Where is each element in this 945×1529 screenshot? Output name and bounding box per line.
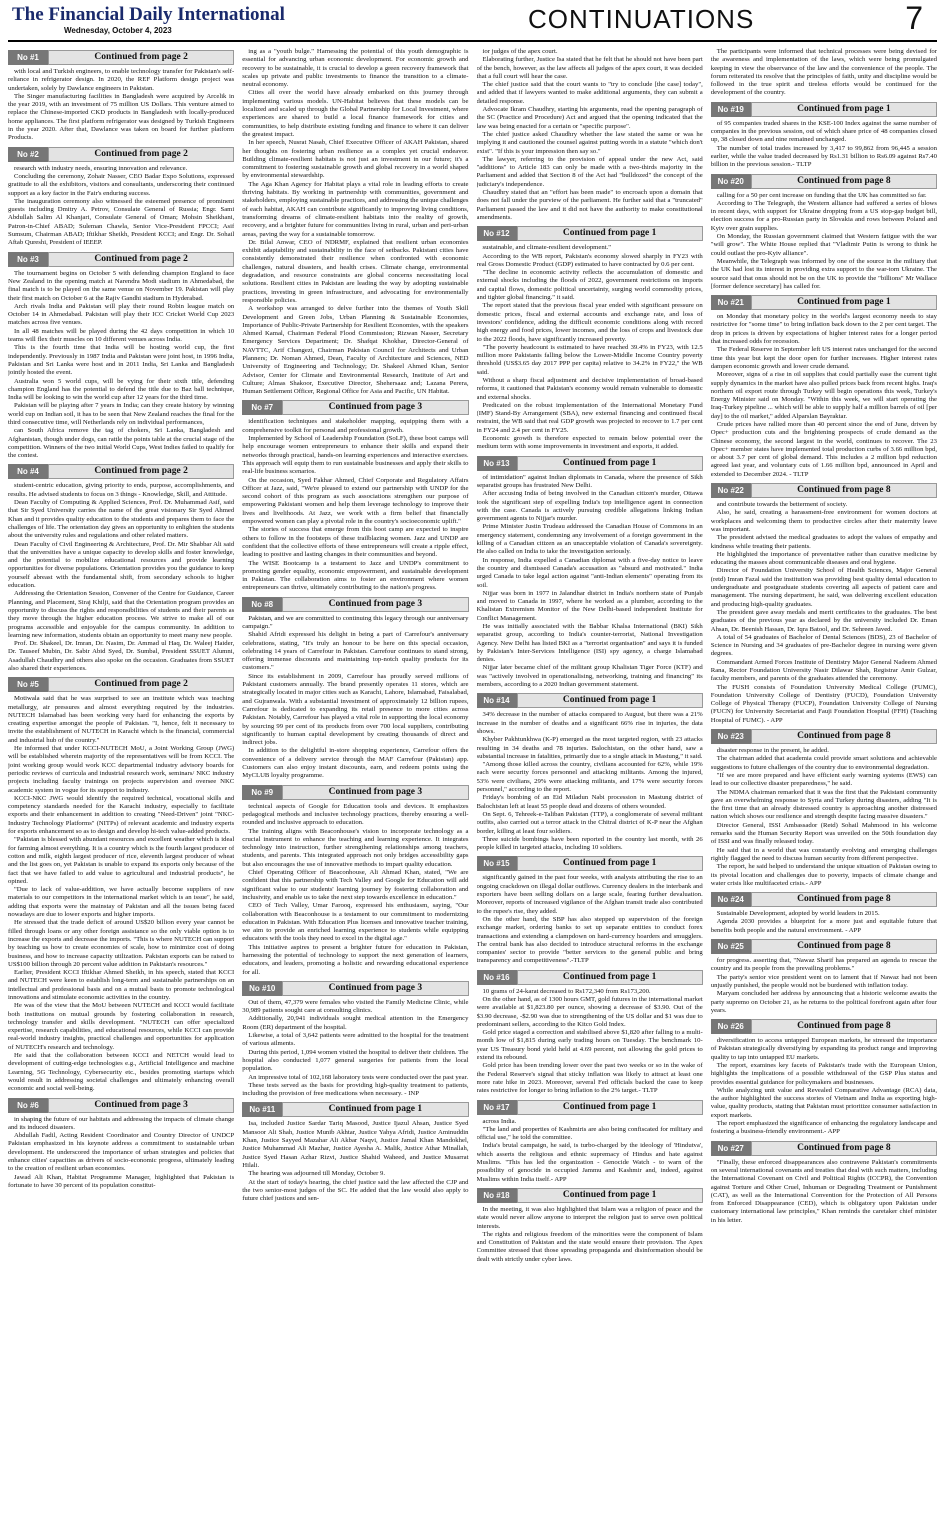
paragraph: on Monday that monetary policy in the world's largest economy needs to stay restrictive for "some time" to bring inflation back down to the 2 per cent target. The drop in prices is driven by expectations of higher interest rates for a longer period that increased odds for recession. bbox=[710, 313, 937, 346]
continuation-body bbox=[711, 501, 937, 725]
continuation-block bbox=[242, 597, 468, 781]
continuation-block bbox=[477, 456, 703, 690]
paragraph: with local and Turkish engineers, to enable technology transfer for Pakistan's self-reliance in refrigerator design. In 2020, the REF Platform design project was undertaken, solely by Dawlance engineers in Pakistan. bbox=[8, 68, 235, 92]
continuation-header bbox=[711, 939, 937, 954]
continuation-block bbox=[8, 147, 234, 248]
column-1 bbox=[8, 48, 234, 1525]
continuation-body bbox=[477, 988, 703, 1096]
paragraph: KCCI-NKC JWG would identify the required technical, vocational skills and competency standards needed for the Karachi industry, especially to facilitate exports and their enhancement in addition to creating "Need-Driven" joint "NKC-Industry Technology Platforms" (NITPs) of relevant academic and industry experts for exports enhancement so as to design and develop hi-tech value-added products. bbox=[8, 794, 235, 836]
paragraph: Addressing the Orientation Session, Convener of the Centre for Guidance, Career Planning, and Placement, Siraj Khilji, said that the Orientation program provides an opportunity to discuss the rights and responsibilities of students and their parents as they move through the higher education process. We strive to make all of our programs accessible and enjoyable for the campus community. In addition to learning new information, students obtain an opportunity to meet many new people. bbox=[8, 590, 235, 639]
paragraph: Motiwala said that he was surprised to see an institute which was teaching metallurgy, air pressures and almost everything required by the industries. NUTECH Islamabad has been working very hard for enhancing the exports by creating expertise amongst the people of Pakistan. "I, hence, felt it necessary to invite the establishment of NUTECH in Karachi which is the financial, commercial and industrial hub of the country." bbox=[8, 695, 235, 744]
continuation-block bbox=[711, 939, 937, 1015]
continued-from-label: Continued from page 1 bbox=[751, 102, 937, 117]
continuation-header bbox=[242, 1102, 468, 1117]
continuation-body bbox=[711, 120, 937, 170]
paragraph: Likewise, a total of 3,642 patients were admitted to the hospital for the treatment of various ailments. bbox=[242, 1032, 469, 1048]
paragraph: Director General, ISSI Ambassador (Retd) Sohail Mahmood in his welcome remarks said the Human Security Report was unveiled on the 50th foundation day of ISSI and was finally released today. bbox=[710, 821, 937, 846]
paragraph: Implemented by School of Leadership Foundation (SoLF), these boot camps will help encourage women entrepreneurs to enhance their skills and expand their networks through practical, hands-on learning experiences and interactive exercises. This approach will equip them to run sustainable businesses and apply their skills to real-life business scenarios. bbox=[242, 435, 469, 476]
page-number: 7 bbox=[905, 0, 923, 36]
paragraph: Out of them, 47,379 were females who visited the Family Medicine Clinic, while 30,989 patients sought care at consulting clinics. bbox=[242, 998, 469, 1015]
continuation-header bbox=[242, 597, 468, 612]
continuation-block bbox=[711, 174, 937, 292]
paragraph: technical aspects of Google for Education tools and devices. It emphasizes pedagogical methods and inclusive technology practices, thereby ensuring a well-rounded and inclusive approach to education. bbox=[242, 802, 469, 827]
continuation-body bbox=[477, 874, 703, 965]
continuation-block bbox=[242, 1102, 468, 1203]
continuation-body bbox=[711, 747, 937, 888]
continuation-block bbox=[477, 1100, 703, 1184]
continuation-body bbox=[477, 711, 703, 852]
paragraph: in shaping the future of our habitats and addressing the impacts of climate change and its induced disasters. bbox=[8, 1115, 235, 1131]
paragraph: The FUSH consists of Foundation University Medical College (FUMC), Foundation University College of Dentistry (FUCD), Foundation University College of Physical Therapy (FUCP), Foundation University College of Nursing (FUCN) for University Secretariat and Fauji Foundation Hospital (FFH) (Teaching Hospital of FUMC). - APP bbox=[710, 683, 937, 724]
continuation-body bbox=[477, 48, 703, 222]
paper-name: The Financial Daily International bbox=[12, 4, 285, 25]
continuation-block bbox=[242, 785, 468, 977]
paragraph: Director of Foundation University School of Health Sciences, Major General (retd) Imran Fazal said the institution was providing best quality dental education to undergraduate and postgraduate students covering all aspects of patient care and management. The nursing department, he said, was delivering excellent education and producing high-quality graduates. bbox=[710, 567, 937, 608]
continuation-body bbox=[8, 165, 234, 248]
continuation-body bbox=[711, 48, 937, 98]
continued-from-label: Continued from page 1 bbox=[751, 295, 937, 310]
continuation-block bbox=[8, 464, 234, 673]
continuation-block bbox=[242, 981, 468, 1099]
paragraph: Commandant Armed Forces Institute of Dentistry Major General Nadeem Ahmed Rana, Rector Foundation University Nasir Dilawar Shah, Registrar Amir Gulzar, faculty members, and parents of the graduates attended the ceremony. bbox=[710, 658, 937, 683]
continuation-header bbox=[477, 1188, 703, 1203]
continuation-block bbox=[477, 48, 703, 222]
paragraph: The president gave away medals and merit certificates to the graduates. The best graduates of the previous year as declared by the university included Dr. Eman Ahsan, Dr. Beenish Hassan, Dr. Iqra Batool, and Dr. Sehreen Javed. bbox=[710, 608, 937, 633]
paragraph: The report emphasized the significance of enhancing the regulatory landscape and fostering a business-friendly environment.- APP bbox=[710, 1120, 937, 1136]
continuation-header bbox=[711, 1141, 937, 1156]
paragraph: Dean Faculty of Computing & Applied Sciences, Prof. Dr. Muhammad Asif, said that Sir Syed University carries the name of the great visionary Sir Syed Ahmed Khan and it provides quality education to the students and prepares them to face the challenges of life. The orientation day gives an opportunity to enlighten the students about the university rules and regulations and other related matters. bbox=[8, 499, 235, 540]
continuation-body bbox=[477, 1118, 703, 1184]
paragraph: A workshop was arranged to delve further into the themes of Youth Skill Development and Green Jobs, Urban Planning & Sustainable Economies, Importance of Public-Private Partnership for Resilient Economies, with the speakers Ahmed Kamal, Chairman Federal Flood Commission; Rizwan Nasser, Secretary Emergency Services Department; Dr. Shafqat Khokhar, Director-General of NAVTTC, Arif Changezi, Chairman Pakistan Council for Architects and Urban Planners; Dr. Noman Ahmed, Dean, Faculty of Architecture and Sciences, NED University of Engineering and Technology; Dr. Shakeel Ahmed Khan, Senior Advisor, Center for Climate and Environmental Research, Institute of Art and Culture; Almas Shakoor, Executive Director, Shehersaaz and; Lazanа Perera, Human Settlement Officer, Regional Office for Asia and Pacific, UN Habitat. bbox=[242, 305, 469, 396]
continued-from-label: Continued from page 8 bbox=[751, 174, 937, 189]
continuation-block bbox=[477, 1188, 703, 1264]
continued-from-label: Continued from page 8 bbox=[751, 1019, 937, 1034]
continuation-body bbox=[477, 474, 703, 690]
paragraph: Elaborating further, Justice Isa stated that he felt that he should not have been part of the bench, however, as the law affects all judges of the apex court, it was decided that a full court will hear the case. bbox=[476, 56, 703, 80]
paragraph: Gold price has been trending lower over the past two weeks or so in the wake of the Federal Reserve's signal that sticky inflation was likely to attract at least one more rate hike in 2023. Moreover, several Fed officials backed the case to keep rates restrictive for longer to bring inflation to the 2% target.- TLTP bbox=[476, 1062, 703, 1095]
paragraph: The inauguration ceremony also witnessed the esteemed presence of prominent guests including Dmitry A. Petrov, Consulate General of Russia; Engr. Sami Abdullah Salim Al Khanjari, Consulate General of Oman; Mohsin Sheikhani, Patron-in-Chief ABAD; Suleman Chawla, Senior Vice-President FPCCI; Asif Sumsum, Chairman ABAD; Iftikhar Sheikh, President KCCI; and Engr. Dr. Sohail Aftab Qureshi, President of IEEEP. bbox=[8, 197, 235, 247]
continued-from-label: Continued from page 3 bbox=[282, 400, 468, 415]
paragraph: Khyber Pakhtunkhwa (K-P) emerged as the most targeted region, with 23 attacks resulting in 34 deaths and 78 injuries. Balochistan, on the other hand, saw a substantial increase in fatalities, primarily due to a single attack in Mastung," it said. bbox=[476, 736, 703, 760]
continuation-number: No #23 bbox=[711, 729, 751, 744]
continuation-block bbox=[711, 892, 937, 935]
paragraph: Pakistan will be playing after 7 years in India; can they create history by winning world cup on Indian soil, it has to be seen that New Zealand reaches the final for the third consecutive time, will Netherlands rely on individual performances, bbox=[8, 402, 235, 426]
paragraph: for progress. asserting that, "Nawaz Sharif has prepared an agenda to rescue the country and its people from the prevailing problems." bbox=[710, 957, 937, 973]
paragraph: In response, India expelled a Canadian diplomat with a five-day notice to leave the country and dismissed Canada's accusation as "absurd and motivated." India urged Canada to take legal action against "anti-Indian elements" operating from its soil. bbox=[476, 556, 703, 589]
paragraph: Dr. Bilal Anwar, CEO of NDRMF, explained that resilient urban economies exhibit adaptability and sustainability in the face of setbacks. Pakistani cities have consistently demonstrated their resilience when confronted with economic challenges, natural disasters, and health crises. Climate change, environmental degradation, and resource constraints are global concerns necessitating local solutions. Resilient cities in Pakistan are leading the way by adopting sustainable practices, investing in green infrastructure, and advocating for environmentally responsible policies. bbox=[242, 238, 469, 304]
paragraph: After accusing India of being involved in the Canadian citizen's murder, Ottawa took the significant step of expelling India's top intelligence agent in connection with the case. Canada is actively pursuing credible allegations linking Indian government agents to Nijjar's murder. bbox=[476, 490, 703, 523]
continuation-block bbox=[711, 483, 937, 725]
continuation-header bbox=[711, 174, 937, 189]
paragraph: disaster response in the present, he added. bbox=[716, 747, 829, 755]
continuation-header bbox=[8, 252, 234, 267]
paragraph: student-centric education, giving priority to ends, purpose, accomplishments, and results. He advised students to focus on 3 things - Knowledge, Skill, and Attitude. bbox=[8, 482, 235, 498]
continued-from-label: Continued from page 8 bbox=[751, 729, 937, 744]
paragraph: The report stated that the previous fiscal year ended with significant pressure on domestic prices, fiscal and external accounts and exchange rate, and loss of investors' confidence, adding the difficult economic conditions along with record high energy and food prices, lower incomes, and the loss of crops and livestock due to the 2022 floods, have significantly increased poverty. bbox=[476, 302, 703, 343]
paragraph: According to The Telegraph, the Western alliance had suffered a series of blows in recent days, with support for Ukraine dropping from a US stop-gap budget bill, election success for a pro-Russian party in Slovakia and rows between Poland and Kyiv over grain supplies. bbox=[710, 199, 937, 232]
continued-from-label: Continued from page 8 bbox=[751, 939, 937, 954]
paragraph: He stressed that the trade deficit of around US$20 billion every year cannot be filled through loans or any other foreign assistance so the only viable option is to increase the exports and decrease the imports. "This is where NUTECH can support by teaching us how to create economies of scale, how to minimize cost of doing business, and how to increase capacity utilization. Pakistan exports can be raised to US$100 billion through 20 percent value addition in Pakistan's resources." bbox=[8, 919, 235, 968]
continuation-block bbox=[477, 693, 703, 852]
paragraph: Isa, included Justice Sardar Tariq Masood, Justice Ijazul Ahsan, Justice Syed Mansoor Ali Shah, Justice Munib Akhtar, Justice Yahya Afridi, Justice Aminuddin Khan, Justice Sayyed Mazahar Ali Akbar Naqvi, Justice Jamal Khan Mandokhel, Justice Muhammad Ali Mazhar, Justice Ayesha A. Malik, Justice Athar Minallah, Justice Syed Hasan Azhar Rizvi, Justice Shahid Waheed, and Justice Musarrat Hilali. bbox=[242, 1120, 469, 1169]
paragraph: Australia won 5 world cups, will be vying for their sixth title, defending champion England has the potential to defend the title due to Baz ball technique, India will be looking to win the world cup after 12 years for the third time. bbox=[8, 377, 235, 402]
continuation-body bbox=[711, 957, 937, 1015]
continuation-number: No #13 bbox=[477, 456, 517, 471]
paragraph: ing as a "youth bulge." Harnessing the potential of this youth demographic is essential for advancing urban economic development. For economic growth and recovery to be sustainable, it is crucial to develop a green recovery framework that scales up private and public investments to finance the transition to a climate-neutral economy. bbox=[242, 48, 469, 89]
continuation-number: No #16 bbox=[477, 970, 517, 985]
paragraph: The number of total trades increased by 3,417 to 99,862 from 96,445 a session earlier, while the value traded decreased by Rs1.31 billion to Rs6.09 against Rs7.40 billion in the previous session.- TLTP bbox=[710, 144, 937, 169]
paragraph: significantly gained in the past four weeks, with analysts attributing the rise to an ongoing crackdown on illegal dollar outflows. Currency dealers in the interbank and exporters have been selling dollars on a large scale, fearing further devaluation. Moreover, reports of increased vigilance of the Afghan transit trade also contributed to the rupee's rise, they added. bbox=[476, 874, 703, 915]
paragraph: This initiative aspires to present a brighter future for education in Pakistan, harnessing the potential of technology to support the next generation of learners, educators, and leaders, promoting a holistic and rewarding educational experience for all. bbox=[242, 943, 469, 976]
continuation-header bbox=[477, 856, 703, 871]
continuation-body bbox=[8, 1116, 234, 1191]
paragraph: This is the fourth time that India will be hosting world cup, the first independently. Previously in 1987 India and Pakistan were joint host, in 1996 India, Pakistan and Sri Lanka were host and in 2011 India, Sri Lanka and Bangladesh jointly hosted the event. bbox=[8, 344, 235, 377]
continuation-body bbox=[8, 270, 234, 461]
continued-from-label: Continued from page 8 bbox=[751, 892, 937, 907]
continuation-number: No #1 bbox=[8, 50, 48, 65]
continuation-body bbox=[242, 615, 468, 781]
continued-from-label: Continued from page 1 bbox=[517, 1188, 703, 1203]
continuation-number: No #10 bbox=[242, 981, 282, 996]
continued-from-label: Continued from page 3 bbox=[282, 597, 468, 612]
paragraph: He was of the view that the MoU between NUTECH and KCCI would facilitate both institutions on mutual grounds by fostering collaboration in research, technology transfer and skills development. "NUTECH can offer specialized expertise, research capabilities, and educational resources, while KCCI can provide real-world industry insights, practical challenges and opportunities for application of NUTECH's research and technology. bbox=[8, 1002, 235, 1051]
paragraph: At the start of today's hearing, the chief justice said the law affected the CJP and the two senior-most judges of the SC. He added that the law would also apply to future chief justices and sen- bbox=[242, 1178, 469, 1203]
continuation-header bbox=[477, 970, 703, 985]
continued-from-label: Continued from page 1 bbox=[517, 456, 703, 471]
paragraph: "If we are more prepared and have efficient early warning systems (EWS) can lead to our collective disaster preparedness," he said. bbox=[710, 771, 937, 788]
paragraph: An impressive total of 102,168 laboratory tests were conducted over the past year. bbox=[248, 1073, 469, 1081]
continued-from-label: Continued from page 2 bbox=[48, 50, 234, 65]
continuation-body bbox=[242, 803, 468, 977]
masthead bbox=[8, 0, 937, 42]
continuation-number: No #18 bbox=[477, 1188, 517, 1203]
continuation-number: No #9 bbox=[242, 785, 282, 800]
continuation-header bbox=[8, 677, 234, 692]
continuation-body bbox=[711, 192, 937, 292]
paragraph: "Due to lack of value-addition, we have actually become suppliers of raw materials to our competitors in the international market which is an issue", he said, adding that exports were the mainstay of Pakistan and all the issues being faced nowadays are due to lower exports and higher imports. bbox=[8, 886, 235, 919]
continuation-body bbox=[477, 244, 703, 451]
paragraph: The Federal Reserve in September left US interest rates unchanged for the second time this year but kept the door open for further increases. Higher interest rates dampen economic growth and lower crude demand. bbox=[710, 346, 937, 370]
paragraph: In all 48 matches will be played during the 42 days competition in which 10 teams will flex their muscles on 10 different venues across India. bbox=[8, 327, 235, 344]
paragraph: On Monday, the Russian government claimed that Western fatigue with the war "will grow". The White House replied that "Vladimir Putin is wrong to think he could outlast the pro-Kyiv alliance". bbox=[710, 233, 937, 257]
continuation-number: No #5 bbox=[8, 677, 48, 692]
paragraph: India's brutal campaign, he said, is turbo-charged by the ideology of 'Hindutva', which asserts the religious and ethnic supremacy of Hindus and hate against Muslims. "This has led the organization - Genocide Watch - to warn of the possibility of genocide in occupied Jammu and Kashmir and, indeed, against Muslims within India itself.- APP bbox=[476, 1142, 703, 1183]
paragraph: Agenda 2030 provides a blueprint for a more just and equitable future that benefits both people and the natural environment. - APP bbox=[710, 918, 937, 934]
paragraph: On Sept. 6, Tehreek-e-Taliban Pakistan (TTP), a conglomerate of several militant outfits, also carried out a terror attack in the Chitral district of K-P near the Afghan border, killing at least four soldiers. bbox=[476, 810, 703, 835]
article-columns bbox=[8, 48, 937, 1525]
paragraph: Prime Minister Justin Trudeau addressed the Canadian House of Commons in an emergency statement, condemning any involvement of a foreign government in the killing of a Canadian citizen as an unacceptable violation of Canada's sovereignty. He also called on India to take the investigation seriously. bbox=[476, 523, 703, 556]
paragraph: Arch rivals India and Pakistan will play their round Robin league match on October 14 in Ahmedabad. Pakistan will play their ICC Cricket World Cup 2023 matches across five venues. bbox=[8, 302, 235, 327]
continuation-header bbox=[477, 693, 703, 708]
continuation-body bbox=[711, 910, 937, 935]
paragraph: The chief justice said that the court wants to "try to conclude [the case] today", and added that if lawyers wanted to make additional arguments, they can submit a detailed response. bbox=[476, 81, 703, 105]
paragraph: During this period, 1,094 women visited the hospital to deliver their children. The hospital also conducted 1,077 general surgeries for patients from the local population. bbox=[242, 1048, 469, 1073]
paragraph: The party's senior vice president went on to lament that if Nawaz had not been unjustly punished, the people would not be burdened with inflation today. bbox=[710, 973, 937, 989]
paragraph: "Finally, these enforced disappearances also contravene Pakistan's commitments on several international covenants and treaties that deal with such matters, including the International Covenant on Civil and Political Rights (ICCPR), the Convention against Torture and Other Cruel, Inhuman or Degrading Treatment or Punishment (CAT), as well as the International Convention for the Protection of All Persons from Enforced Disappearance (CED), which is obligatory upon Pakistan under customary international law principles," Khan reminds the caretaker chief minister in his letter. bbox=[710, 1158, 937, 1224]
continuation-block bbox=[8, 677, 234, 1093]
continuation-header bbox=[8, 464, 234, 479]
continued-from-label: Continued from page 3 bbox=[282, 785, 468, 800]
continuation-number: No #14 bbox=[477, 693, 517, 708]
paragraph: research with industry needs, ensuring innovation and relevance. bbox=[14, 164, 188, 172]
continuation-body bbox=[8, 695, 234, 1093]
paragraph: Nijjar later became chief of the militant group Khalistan Tiger Force (KTF) and was "actively involved in operationalising, networking, training and financing" its members, according to a 2020 Indian government statement. bbox=[476, 664, 703, 689]
column-4 bbox=[711, 48, 937, 1525]
continuation-header bbox=[8, 1098, 234, 1113]
continuation-body bbox=[711, 313, 937, 479]
continuation-number: No #25 bbox=[711, 939, 751, 954]
paragraph: Nijjar was born in 1977 in Jalandhar district in India's northern state of Punjab and moved to Canada in 1997, where he worked as a plumber, according to the Khalistan Extremism Monitor of the New Delhi-based independent Institute for Conflict Management. bbox=[476, 589, 703, 622]
paragraph: Advocate Ikram Chaudhry, starting his arguments, read the opening paragraph of the SC (Practice and Procedure) Act and argued that the opening indicated that the law was being enacted for a certain or "specific purpose". bbox=[476, 106, 703, 130]
paragraph: Without a sharp fiscal adjustment and decisive implementation of broad-based reforms, it cautioned that Pakistan's economy would remain vulnerable to domestic and external shocks. bbox=[476, 376, 703, 401]
continuation-number: No #21 bbox=[711, 295, 751, 310]
continuation-number: No #4 bbox=[8, 464, 48, 479]
continuation-body bbox=[477, 1206, 703, 1264]
continuation-body bbox=[242, 999, 468, 1099]
continuation-block bbox=[711, 1141, 937, 1225]
continuation-number: No #15 bbox=[477, 856, 517, 871]
continued-from-label: Continued from page 1 bbox=[517, 856, 703, 871]
paragraph: According to the WB report, Pakistan's economy slowed sharply in FY23 with real Gross Domestic Product (GDP) estimated to have contracted by 0.6 per cent. bbox=[476, 252, 703, 268]
paragraph: Prof. Dr. Shakeel, Dr. Imran, Dr. Nasim, Dr. Ammad ul Haq, Dr. Waleej Haider, Dr. Tauseef Mubin, Dr. Sabir Abid Syed, Dr. Sumbal, President SSUET Alumni, Asadullah Chaudhry and others also spoke on the occasion. Graduates from SSUET also shared their experiences. bbox=[8, 640, 235, 672]
continuation-block bbox=[711, 102, 937, 170]
continuation-block bbox=[477, 970, 703, 1096]
continuation-block bbox=[8, 1098, 234, 1191]
paragraph: "The land and properties of Kashmiris are also being confiscated for military and official use," he told the committee. bbox=[476, 1125, 703, 1142]
section-title: CONTINUATIONS bbox=[528, 4, 755, 34]
paragraph: The WISE Bootcamp is a testament to Jazz and UNDP's commitment to promoting gender equality, economic empowerment, and sustainable development in Pakistan. The collaboration aims to foster an environment where women entrepreneurs can thrive, ultimately contributing to the nation's progress. bbox=[242, 559, 469, 592]
paragraph: "The poverty headcount is estimated to have reached 39.4% in FY23, with 12.5 million more Pakistanis falling below the Lower-Middle Income Country poverty threshold (US$3.65 day 2017 PPP per capita) relative to 34.2% in FY22," the WB said. bbox=[476, 343, 703, 376]
paragraph: 10 grams of 24-karat decreased to Rs172,340 from Rs173,200. bbox=[482, 987, 651, 995]
publication-date: Wednesday, October 4, 2023 bbox=[64, 26, 172, 35]
continuation-header bbox=[711, 1019, 937, 1034]
continued-from-label: Continued from page 1 bbox=[517, 693, 703, 708]
paragraph: 34% decrease in the number of attacks compared to August, but there was a 21% increase in the number of deaths and a significant 66% rise in injuries, the data shows. bbox=[476, 711, 703, 735]
continued-from-label: Continued from page 2 bbox=[48, 677, 234, 692]
continuation-number: No #20 bbox=[711, 174, 751, 189]
paragraph: ior judges of the apex court. bbox=[482, 48, 558, 55]
continuation-number: No #7 bbox=[242, 400, 282, 415]
continuation-header bbox=[711, 483, 937, 498]
paragraph: The hearing was adjourned till Monday, October 9. bbox=[248, 1170, 386, 1178]
continuation-block bbox=[711, 1019, 937, 1137]
paragraph: He informed that under KCCI-NUTECH MoU, a Joint Working Group (JWG) will be established wherein majority of the representatives will be from KCCI. The joint working group would work KCC departmental industry advisory boards for periodic reviews of curricula and industrial research work, seminars/ NKC industry projects including faculty trainings on projects supervision and oversee NKC academic system in vogue for its support to industry. bbox=[8, 745, 235, 794]
paragraph: The lawyer, referring to the provision of appeal under the new Act, said "additions" to Article 183 can only be made with a two-thirds majority in the Parliament and added that Section 8 of the Act had "bulldozed" the concept of the judiciary's independence. bbox=[476, 155, 703, 188]
paragraph: Chief Operating Officer of Beaconhouse, Ali Ahmad Khan, stated, "We are confident that this partnership with Tech Valley and Google for Education will add significant value to our students' learning journey by fostering collaboration and inclusivity, and enable us to take the next step towards excellence in education." bbox=[242, 869, 469, 901]
continued-from-label: Continued from page 8 bbox=[751, 1141, 937, 1156]
continuation-number: No #2 bbox=[8, 147, 48, 162]
paragraph: The training aligns with Beaconhouse's vision to incorporate technology as a crucial instrument to enhance the teaching and learning experience. It integrates technology into instruction, further strengthening relationships among teachers, students, and parents. This integrated approach not only bridges accessibility gaps but also encourages the use of innovative methods to impart quality education. bbox=[242, 827, 469, 868]
paragraph: calling for a 50 per cent increase on funding that the UK has committed so far. bbox=[716, 191, 927, 199]
continuation-header bbox=[8, 147, 234, 162]
paragraph: He highlighted the importance of preventative rather than curative medicine by educating the masses about communicable diseases and oral hygiene. bbox=[710, 550, 937, 567]
paragraph: The Aga Khan Agency for Habitat plays a vital role in leading efforts to create thriving habitats. By working in partnership with communities, government and stakeholders, employing sustainable practices, and addressing the unique challenges of each habitat, AKAH can contribute significantly to improving living conditions, transforming dreams of climate-resilient habitats into the reality of growth, recovery, and a brighter future for communities living in rural, urban and peri-urban areas, paving the way for a sustainable tomorrow. bbox=[242, 180, 469, 238]
paragraph: Pakistan, and we are committed to continuing this legacy through our anniversary campaign." bbox=[242, 614, 469, 630]
paragraph: Cities all over the world have already embarked on this journey through implementing various models. UN-Habitat believes that these models can be localized and scaled up through the Global Partnership for Local Investment, where experiences are shared to build a local finance framework for cities and communities, to help distribute existing funding and finance to where it can deliver the greatest impact. bbox=[242, 89, 469, 138]
paragraph: The president advised the medical graduates to adopt the values of empathy and kindness while treating their patients. bbox=[710, 534, 937, 550]
paragraph: The chief justice asked Chaudhry whether the law stated the same or was he implying it and cautioned the counsel against putting words in a statute "which don't exist". "If this is your impression then say so." bbox=[476, 130, 703, 155]
paragraph: The chairman added that academia could provide smart solutions and achievable suggestions to future challenges of the country due to environmental degradation. bbox=[710, 755, 937, 771]
paragraph: The tournament begins on October 5 with defending champion England to face New Zealand in the opening match at Narendra Modi stadium in Ahmedabad, the final match is to be played on the same venue on November 19. Pakistan will play their first match on October 6 at the Rajiv Gandhi stadium in Hyderabad. bbox=[8, 269, 235, 302]
continuation-body bbox=[242, 48, 468, 396]
paragraph: Three suicide bombings have been reported in the country last month, with 26 people killed in targeted attacks, including 10 soldiers. bbox=[476, 835, 703, 852]
continuation-block bbox=[711, 48, 937, 98]
continuation-header bbox=[477, 456, 703, 471]
continuation-body bbox=[242, 1120, 468, 1203]
paragraph: The rights and religious freedom of the minorities were the component of Islam and Constitution of Pakistan and the state would ensure their provision. The Apex Committee stressed that those spreading propaganda and disinformation should be dealt with strictly under cyber laws. bbox=[476, 1230, 703, 1263]
continuation-header bbox=[242, 981, 468, 996]
paragraph: Since its establishment in 2009, Carrefour has proudly served millions of Pakistani customers annually. The brand presently operates 11 stores, which are strategically located in major cities such as Karachi, Lahore, Islamabad, Faisalabad, and Gujranwala. With a substantial investment of approximately 12 billion rupees, Carrefour is dedicated to expanding its retail presence to more cities across Pakistan. Notably, Carrefour has played a vital role in supporting the local economy by sourcing 99 per cent of its products from over 700 local suppliers, contributing significantly to human capital development by creating thousands of direct and indirect jobs. bbox=[242, 672, 469, 747]
paragraph: Sustainable Development, adopted by world leaders in 2015. bbox=[716, 910, 880, 918]
continuation-header bbox=[242, 400, 468, 415]
continuation-number: No #27 bbox=[711, 1141, 751, 1156]
paragraph: of 95 companies traded shares in the KSE-100 Index against the same number of companies in the previous session, out of which share price of 48 companies closed up, 38 closed down and nine remained unchanged. bbox=[710, 119, 937, 144]
continuation-body bbox=[711, 1037, 937, 1137]
continued-from-label: Continued from page 2 bbox=[48, 147, 234, 162]
continuation-block bbox=[477, 856, 703, 965]
continuation-number: No #19 bbox=[711, 102, 751, 117]
continuation-number: No #26 bbox=[711, 1019, 751, 1034]
continuation-header bbox=[8, 50, 234, 65]
paragraph: Maryam concluded her address by announcing that a historic welcome awaits the party supremo on October 21, as he returns to the political forefront again after four years. bbox=[710, 990, 937, 1014]
paragraph: These tests served as the basis for providing high-quality treatment to patients, including the provision of free medications when necessary. - INP bbox=[242, 1081, 469, 1098]
paragraph: Abdullah Fadil, Acting Resident Coordinator and Country Director of UNDCP Pakistan emphasized in his keynote address a commitment to sustainable urban development. He underscored the importance of urban strategies and policies that enhance cities' capacities as drivers of socio-economic progress, ultimately leading to the creation of resilient urban economies. bbox=[8, 1132, 235, 1173]
paragraph: Dean Faculty of Civil Engineering & Architecture, Prof. Dr. Mir Shabbar Ali said that the universities have a unique capacity to develop skills and foster knowledge, and the potential to mobilize educational resources and provide learning opportunities for diverse populations. Orientation provides you the guidance to keep yourself abreast with the fundamental shift, from secondary schools to higher education. bbox=[8, 540, 235, 590]
column-3 bbox=[477, 48, 703, 1525]
continuation-body bbox=[711, 1159, 937, 1225]
continuation-block bbox=[477, 226, 703, 451]
continuation-header bbox=[711, 729, 937, 744]
paragraph: Jawad Ali Khan, Habitat Programme Manager, highlighted that Pakistan is fortunate to have 30 percent of its population constitut- bbox=[8, 1173, 235, 1189]
continuation-header bbox=[477, 226, 703, 241]
continuation-block bbox=[8, 252, 234, 461]
continued-from-label: Continued from page 3 bbox=[282, 981, 468, 996]
continuation-header bbox=[711, 892, 937, 907]
paragraph: Meanwhile, the Telegraph was informed by one of the source in the military that the UK had lost its interest in providing extra support to the war-torn Ukraine. The source said that onus should not be on the UK to provide the "billions" Mr Wallace [former defence secretary] has called for. bbox=[710, 257, 937, 290]
continued-from-label: Continued from page 2 bbox=[48, 464, 234, 479]
paragraph: The stories of success that emerge from this boot camp are expected to inspire others to follow in the footsteps of these trailblazing women. Jazz and UNDP are confident that the collective efforts of these entrepreneurs will create a ripple effect, leading to positive and lasting changes in their communities and beyond. bbox=[242, 526, 469, 559]
paragraph: Earlier, President KCCI Iftikhar Ahmed Sheikh, in his speech, stated that KCCI and NUTECH were keen to establish long-term and sustainable partnerships on an intellectual and professional basis and on a mutual basis to promote technological innovations and stimulate economic activities in the country. bbox=[8, 969, 235, 1001]
paragraph: The report, examines key facets of Pakistan's trade with the European Union, highlights the implications of a possible withdrawal of the GSP Plus status and provides essential guidance for policymakers and businesses. bbox=[710, 1061, 937, 1086]
paragraph: The Singer manufacturing facilities in Bangladesh were acquired by Arcelik in the year 2019, with an investment of 75 million US Dollars. This venture aimed to replace the Chinese-imported CKD products in Bangladesh with locally-produced home appliances. The first platform refrigerator was designed by Turkish Engineers in the year 2020. After that, Dawlance was taken on board for further platform Products. bbox=[8, 92, 235, 142]
continuation-header bbox=[242, 785, 468, 800]
continuation-number: No #17 bbox=[477, 1100, 517, 1115]
continued-from-label: Continued from page 2 bbox=[48, 252, 234, 267]
paragraph: and contribute towards the betterment of society. bbox=[716, 501, 848, 509]
paragraph: Shahid Afridi expressed his delight in being a part of Carrefour's anniversary celebrations, stating, "It's truly an honour to be here on this special occasion, celebrating 14 years of Carrefour in Pakistan. Carrefour continues to stand strong, offering immense discounts and maintaining top-notch quality products for its customers." bbox=[242, 631, 469, 672]
paragraph: "Pakistan is blessed with abundant resources and excellent weather which is ideal for farming almost everything. It is a country which is the fourth largest producer of cotton and milk, eighth largest producer of rice, eleventh largest producer of wheat and the list goes on, yet Pakistan is unable to expand its exports only because of the fact that we have failed to add value to agricultural and industrial products", he opined. bbox=[8, 836, 235, 885]
continued-from-label: Continued from page 3 bbox=[48, 1098, 234, 1113]
continuation-number: No #6 bbox=[8, 1098, 48, 1113]
column-2 bbox=[242, 48, 468, 1525]
continuation-number: No #22 bbox=[711, 483, 751, 498]
paragraph: In her speech, Nusrat Nasab, Chief Executive Officer of AKAH Pakistan, shared her thoughts on fostering urban resilience as a complex yet crucial endeavor. Building climate-resilient habitats is not just an investment in our future; it's a commitment to fostering sustainable growth and global recovery in a world shaped by environmental stewardship. bbox=[242, 139, 469, 180]
continuation-body bbox=[242, 418, 468, 592]
paragraph: On the occasion, Syed Fakhar Ahmed, Chief Corporate and Regulatory Affairs Officer at Jazz, said, "We're pleased to extend our partnership with UNDP for the second cohort of this program as such associations strengthen our purpose of empowering Pakistani women and help them leverage technology to improve their lives and livelihoods. At Jazz, we work with a firm belief that financially empowered women can play a pivotal role in the country's socioeconomic uplift." bbox=[242, 476, 469, 526]
paragraph: Predicated on the robust implementation of the International Monetary Fund (IMF) Stand-By Arrangement (SBA), new external financing and continued fiscal restraint, the WB said that real GDP growth was projected to recover to 1.7 per cent in FY24 and 2.4 per cent in FY25. bbox=[476, 401, 703, 434]
paragraph: Additionally, 20,941 individuals sought medical attention in the Emergency Room (ER) department of the hospital. bbox=[242, 1015, 469, 1031]
continued-from-label: Continued from page 1 bbox=[517, 1100, 703, 1115]
paragraph: The report, he said helped to understand the unique situation of Pakistan owing to its pivotal location and challenges due to poverty, impacts of climate change and water crisis like multifaceted crisis.- APP bbox=[710, 863, 937, 887]
paragraph: Also, he said, creating a harassment-free environment for women doctors at workplaces and welcoming them to productive circles after their maternity leave was important. bbox=[710, 509, 937, 533]
continued-from-label: Continued from page 8 bbox=[751, 483, 937, 498]
paragraph: "The decline in economic activity reflects the accumulation of domestic and external shocks including the floods of 2022, government restrictions on imports and capital flows, domestic political uncertainty, surging world commodity prices, and tighter global financing." it said. bbox=[476, 269, 703, 302]
continuation-body bbox=[8, 68, 234, 143]
paragraph: of intimidation" against Indian diplomats in Canada, where the presence of Sikh separatist groups has frustrated New Delhi. bbox=[476, 473, 703, 489]
paragraph: can South Africa remove the tag of chokers, Sri Lanka, Bangladesh and Afghanistan, though under dogs, can rattle the points table at the crucial stage of the competition. Winners of the two initial World Cups, West Indies failed to qualify for the contest. bbox=[8, 427, 235, 460]
paragraph: CEO of Tech Valley, Umar Farooq, expressed his enthusiasm, saying, "Our collaboration with Beaconhouse is a testament to our commitment to modernizing education in Pakistan. With Education Plus licenses and innovative teacher training, we aim to provide an enriched learning experience to students while equipping educators with the tools they need to excel in the digital age." bbox=[242, 902, 469, 943]
paragraph: A total of 54 graduates of Bachelor of Dental Sciences (BDS), 23 of Bachelor of Science in Nursing and 34 graduates of pre-Bachelor degree in nursing were given degrees. bbox=[710, 633, 937, 658]
paragraph: Crude prices have rallied more than 40 percent since the end of June, driven by Opec+ production cuts and the brightening prospects of crude demand as the Chinese economy, the second largest in the world, continues to recover. The 23 Opec+ member states have implemented total production curbs of 3.66 million bpd, or about 3.7 per cent of global demand. This includes a 2 million bpd reduction agreed last year, and voluntary cuts of 1.66 million bpd, announced in April and extended to December 2024. - TLTP bbox=[710, 420, 937, 478]
paragraph: The participants were informed that technical processes were being devised for the awareness and implementation of the laws, which were being promulgated keeping in view the observance of the law and the convenience of the people. The forum reiterated its resolve that the principles of faith, unity and discipline would be followed in the true spirit and tireless efforts would be continued for the development of the country. bbox=[710, 48, 937, 97]
paragraph: He said that the collaboration between KCCI and NETCH would lead to development of cutting-edge technologies e.g., Artificial Intelligence and machine Learning, 5G Technology, Cybersecurity etc., besides promoting startups which would result in addressing societal challenges and ultimately enhancing overall economic and social well-being. bbox=[8, 1052, 235, 1093]
continuation-block bbox=[711, 729, 937, 888]
continued-from-label: Continued from page 1 bbox=[517, 970, 703, 985]
paragraph: across India. bbox=[482, 1117, 517, 1125]
paragraph: Economic growth is therefore expected to remain below potential over the medium term with some improvements in investment and exports, it added. bbox=[476, 435, 703, 451]
paragraph: While analyzing unit value and Revealed Comparative Advantage (RCA) data, the author highlighted the success stories of Vietnam and India as exporting high-value, quality products, stating that Pakistan must prioritize consumer satisfaction in export markets. bbox=[710, 1086, 937, 1119]
paragraph: Friday's bombing of an Eid Miladun Nabi procession in Mastung district of Balochistan left at least 55 people dead and dozens of others wounded. bbox=[476, 794, 703, 810]
paragraph: On the other hand, the SBP has also stepped up supervision of the foreign exchange market, ordering banks to set up separate entities to conduct forex transactions and extending a clampdown on hard-currency hoarders and smugglers. The central bank has also decided to introduce structural reforms in the exchange companies' sector to provide "better services to the general public and bring transparency and competitiveness".-TLTP bbox=[476, 915, 703, 965]
paragraph: "Among those killed across the country, civilians accounted for 62%, while 19% each were security forces personnel and attacking militants. Among the injured, 53% were civilians, 29% were attacking militants, and 17% were security forces personnel," according to the report. bbox=[476, 761, 703, 794]
continuation-number: No #12 bbox=[477, 226, 517, 241]
continuation-number: No #24 bbox=[711, 892, 751, 907]
continuation-header bbox=[711, 295, 937, 310]
continuation-block bbox=[8, 50, 234, 143]
continuation-body bbox=[8, 482, 234, 673]
continuation-number: No #8 bbox=[242, 597, 282, 612]
paragraph: Concluding the ceremony, Zohair Nasser, CEO Badar Expo Solutions, expressed gratitude to all the exhibitors, visitors and consultants, underscoring their continued support as a key factor in the Fair's enduring success. bbox=[8, 172, 235, 197]
continuation-header bbox=[477, 1100, 703, 1115]
paragraph: Chaudhry stated that an "effort has been made" to encroach upon a domain that does not fall under the purview of the parliament. He further said that a "truncated" Parliament passed the law and it did not have the authority to make constitutional amendments. bbox=[476, 189, 703, 221]
paragraph: On the other hand, as of 1300 hours GMT, gold futures in the international market were available at $1,823.80 per ounce, showing a decrease of $3.90. Out of the $3.90 decrease, -$2.90 was due to strengthening of the US dollar and $1 was due to predominant sellers, according to the Kitco Gold Index. bbox=[476, 995, 703, 1028]
paragraph: sustainable, and climate-resilient development." bbox=[482, 244, 611, 252]
continuation-block bbox=[242, 48, 468, 396]
continuation-number: No #3 bbox=[8, 252, 48, 267]
paragraph: identification techniques and stakeholder mapping, equipping them with a comprehensive toolkit for personal and professional growth. bbox=[242, 418, 469, 434]
continued-from-label: Continued from page 1 bbox=[282, 1102, 468, 1117]
paragraph: Moreover, signs of a rise in oil supplies that could partially ease the current tight supply dynamics in the market have also pulled prices back from recent highs. Iraq's northern oil export route through Turkey will begin operations this week, Turkey's Energy Minister said on Monday. "Within this week, we will start operating the Iraq-Turkey pipeline ... which will be able to supply half a million barrels of oil [per day] to the oil market," added Alparslan Bayraktar. bbox=[710, 371, 937, 420]
continuation-header bbox=[711, 102, 937, 117]
continued-from-label: Continued from page 1 bbox=[517, 226, 703, 241]
continuation-block bbox=[711, 295, 937, 479]
paragraph: He said that in a world that was constantly evolving and emerging challenges rightly flagged the need to discuss human security from different perspective. bbox=[710, 846, 937, 862]
continuation-block bbox=[242, 400, 468, 592]
paragraph: In addition to the delightful in-store shopping experience, Carrefour offers the convenience of a delivery service through the MAF Carrefour (Pakistan) app. Customers can also enjoy instant discounts, earn, and redeem points using the MyCLUB loyalty programme. bbox=[242, 747, 469, 780]
paragraph: In the meeting, it was also highlighted that Islam was a religion of peace and the state would never allow anyone to interpret the religion just to serve own political interests. bbox=[476, 1205, 703, 1230]
continuation-number: No #11 bbox=[242, 1102, 282, 1117]
paragraph: The NDMA chairman remarked that it was the first that the Pakistani community gave an overwhelming response to Syria and Turkey during disasters, adding "It is the first time that an already distressed country is approaching another distressed nation which shows our resilience and strength despite facing massive disasters." bbox=[710, 788, 937, 821]
paragraph: diversification to access untapped European markets, he stressed the importance of Pakistan strategically diversifying by expanding its product range and improving quality to tap into untapped EU markets. bbox=[710, 1037, 937, 1061]
paragraph: Gold price staged a correction and stabilised above $1,820 after falling to a multi-month low of $1,815 during early trading hours on Tuesday. The benchmark 10-year US Treasury bond yield held at 4.69 percent, not allowing the gold prices to extend its rebound. bbox=[476, 1029, 703, 1062]
paragraph: He was initially associated with the Babbar Khalsa International (BKI) Sikh separatist group, according to India's counter-terrorist, National Investigation Agency. New Delhi has listed BKI as a "terrorist organisation" and says it is funded by Pakistan's Inter-Services Intelligence (ISI) spy agency, a charge Islamabad denies. bbox=[476, 623, 703, 664]
